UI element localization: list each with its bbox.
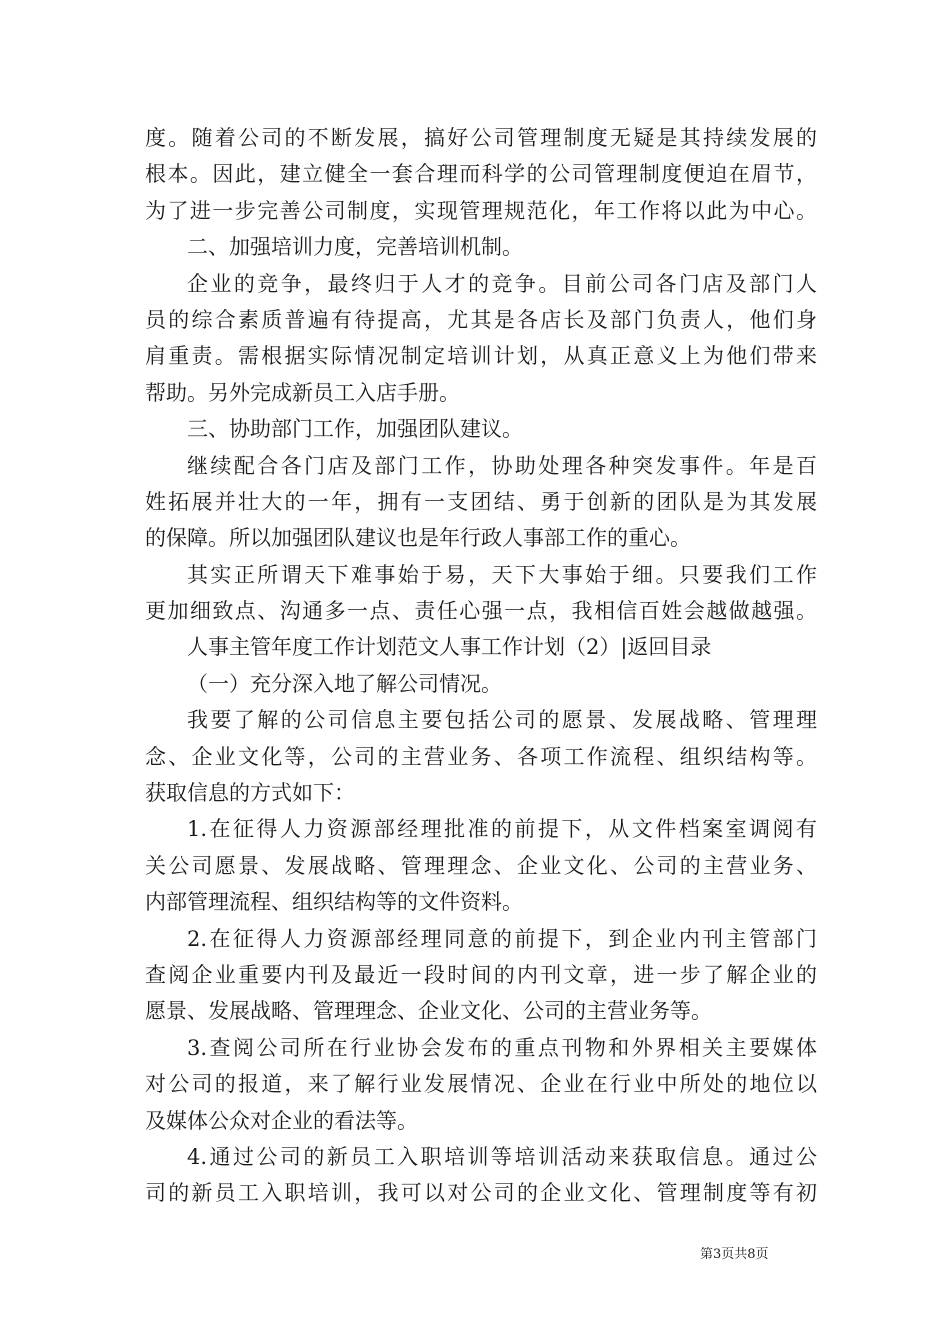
text-line: 三、协助部门工作，加强团队建议。 <box>187 417 523 442</box>
text-line: 2.在征得人力资源部经理同意的前提下，到企业内刊主管部门 <box>187 926 817 951</box>
text-line: 肩重责。需根据实际情况制定培训计划，从真正意义上为他们带来 <box>145 344 817 369</box>
text-line: 关公司愿景、发展战略、管理理念、企业文化、公司的主营业务、 <box>145 853 817 878</box>
text-line: 及媒体公众对企业的看法等。 <box>145 1108 418 1133</box>
text-line: 我要了解的公司信息主要包括公司的愿景、发展战略、管理理 <box>187 708 817 733</box>
text-line: 4.通过公司的新员工入职培训等培训活动来获取信息。通过公 <box>187 1144 817 1169</box>
text-line: 人事主管年度工作计划范文人事工作计划（2）|返回目录 <box>187 635 712 660</box>
text-line: 3.查阅公司所在行业协会发布的重点刊物和外界相关主要媒体 <box>187 1035 817 1060</box>
text-line: 司的新员工入职培训，我可以对公司的企业文化、管理制度等有初 <box>145 1181 817 1206</box>
text-line: 根本。因此，建立健全一套合理而科学的公司管理制度便迫在眉节， <box>145 162 817 187</box>
text-line: 的保障。所以加强团队建议也是年行政人事部工作的重心。 <box>145 526 691 551</box>
text-line: 其实正所谓天下难事始于易，天下大事始于细。只要我们工作 <box>187 562 817 587</box>
text-line: 更加细致点、沟通多一点、责任心强一点，我相信百姓会越做越强。 <box>145 599 817 624</box>
text-line: 帮助。另外完成新员工入店手册。 <box>145 380 460 405</box>
text-line: （一）充分深入地了解公司情况。 <box>187 671 502 696</box>
text-line: 为了进一步完善公司制度，实现管理规范化，年工作将以此为中心。 <box>145 198 817 223</box>
text-line: 二、加强培训力度，完善培训机制。 <box>187 235 523 260</box>
text-line: 查阅企业重要内刊及最近一段时间的内刊文章，进一步了解企业的 <box>145 962 817 987</box>
text-line: 继续配合各门店及部门工作，协助处理各种突发事件。年是百 <box>187 453 817 478</box>
text-line: 姓拓展并壮大的一年，拥有一支团结、勇于创新的团队是为其发展 <box>145 489 817 514</box>
document-body <box>145 120 817 1212</box>
text-line: 企业的竞争，最终归于人才的竞争。目前公司各门店及部门人 <box>187 271 817 296</box>
text-line: 内部管理流程、组织结构等的文件资料。 <box>145 890 523 915</box>
text-line: 度。随着公司的不断发展，搞好公司管理制度无疑是其持续发展的 <box>145 126 817 150</box>
text-line: 念、企业文化等，公司的主营业务、各项工作流程、组织结构等。 <box>145 744 817 769</box>
text-line: 获取信息的方式如下： <box>145 781 355 806</box>
text-line: 1.在征得人力资源部经理批准的前提下，从文件档案室调阅有 <box>187 817 817 842</box>
text-line: 员的综合素质普遍有待提高，尤其是各店长及部门负责人，他们身 <box>145 307 817 332</box>
text-line: 对公司的报道，来了解行业发展情况、企业在行业中所处的地位以 <box>145 1072 817 1097</box>
text-line: 愿景、发展战略、管理理念、企业文化、公司的主营业务等。 <box>145 999 712 1024</box>
page-number: 第3页共8页 <box>700 1247 769 1262</box>
